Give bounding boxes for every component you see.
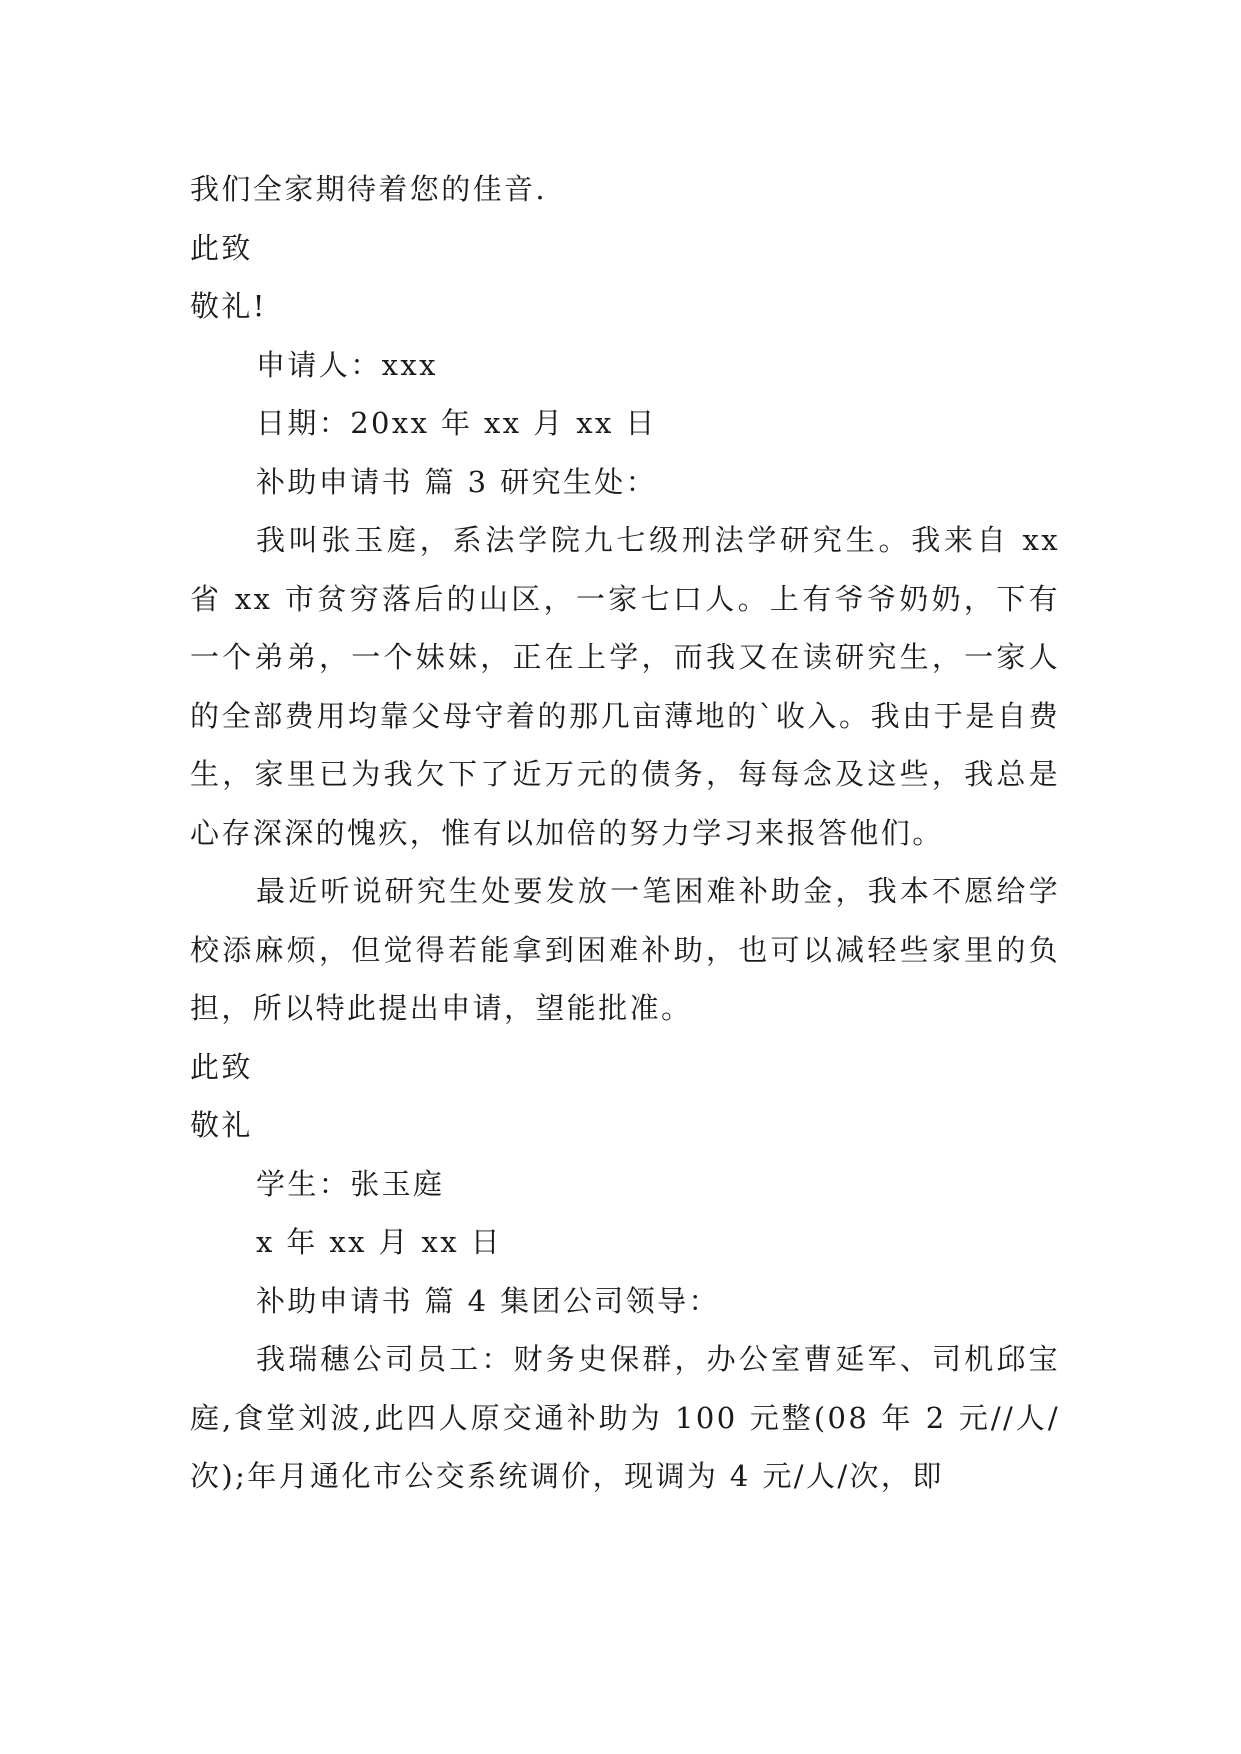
salutation-ci-zhi-2: 此致 [190,1049,253,1084]
salutation-jing-li: 敬礼! [190,289,267,323]
salutation-jing-li-2: 敬礼 [190,1108,253,1142]
section-heading-3: 补助申请书 篇 3 研究生处： [256,464,658,499]
applicant-name: 申请人：xxx [256,347,438,382]
section-heading-4: 补助申请书 篇 4 集团公司领导： [256,1283,720,1318]
body-paragraph-1: 我叫张玉庭，系法学院九七级刑法学研究生。我来自 xx 省 xx 市贫穷落后的山区，一家七口人。上有爷爷奶奶，下有一个弟弟，一个妹妹，正在上学，而我又在读研究生，一家人的全部费用均靠父母守着的那几亩薄地的`收入。我由于是自费生，家里已为我欠下了近万元的债务，每每念及这些，我总是心存深深的愧疚，惟有以加倍的努力学习来报答他们。 [190,523,1060,850]
application-date: 日期：20xx 年 xx 月 xx 日 [256,406,657,440]
closing-sentence: 我们全家期待着您的佳音. [190,172,548,206]
salutation-ci-zhi: 此致 [190,230,253,265]
body-paragraph-3: 我瑞穗公司员工：财务史保群，办公室曹延军、司机邱宝庭,食堂刘波,此四人原交通补助为 100 元整(08 年 2 元//人/次);年月通化市公交系统调价，现调为 4 元/人/次，即 [190,1342,1060,1493]
body-paragraph-2: 最近听说研究生处要发放一笔困难补助金，我本不愿给学校添麻烦，但觉得若能拿到困难补助，也可以减轻些家里的负担，所以特此提出申请，望能批准。 [190,874,1060,1025]
document-body [190,160,1060,1506]
student-signature: 学生：张玉庭 [256,1166,445,1201]
signature-date: x 年 xx 月 xx 日 [256,1225,503,1259]
